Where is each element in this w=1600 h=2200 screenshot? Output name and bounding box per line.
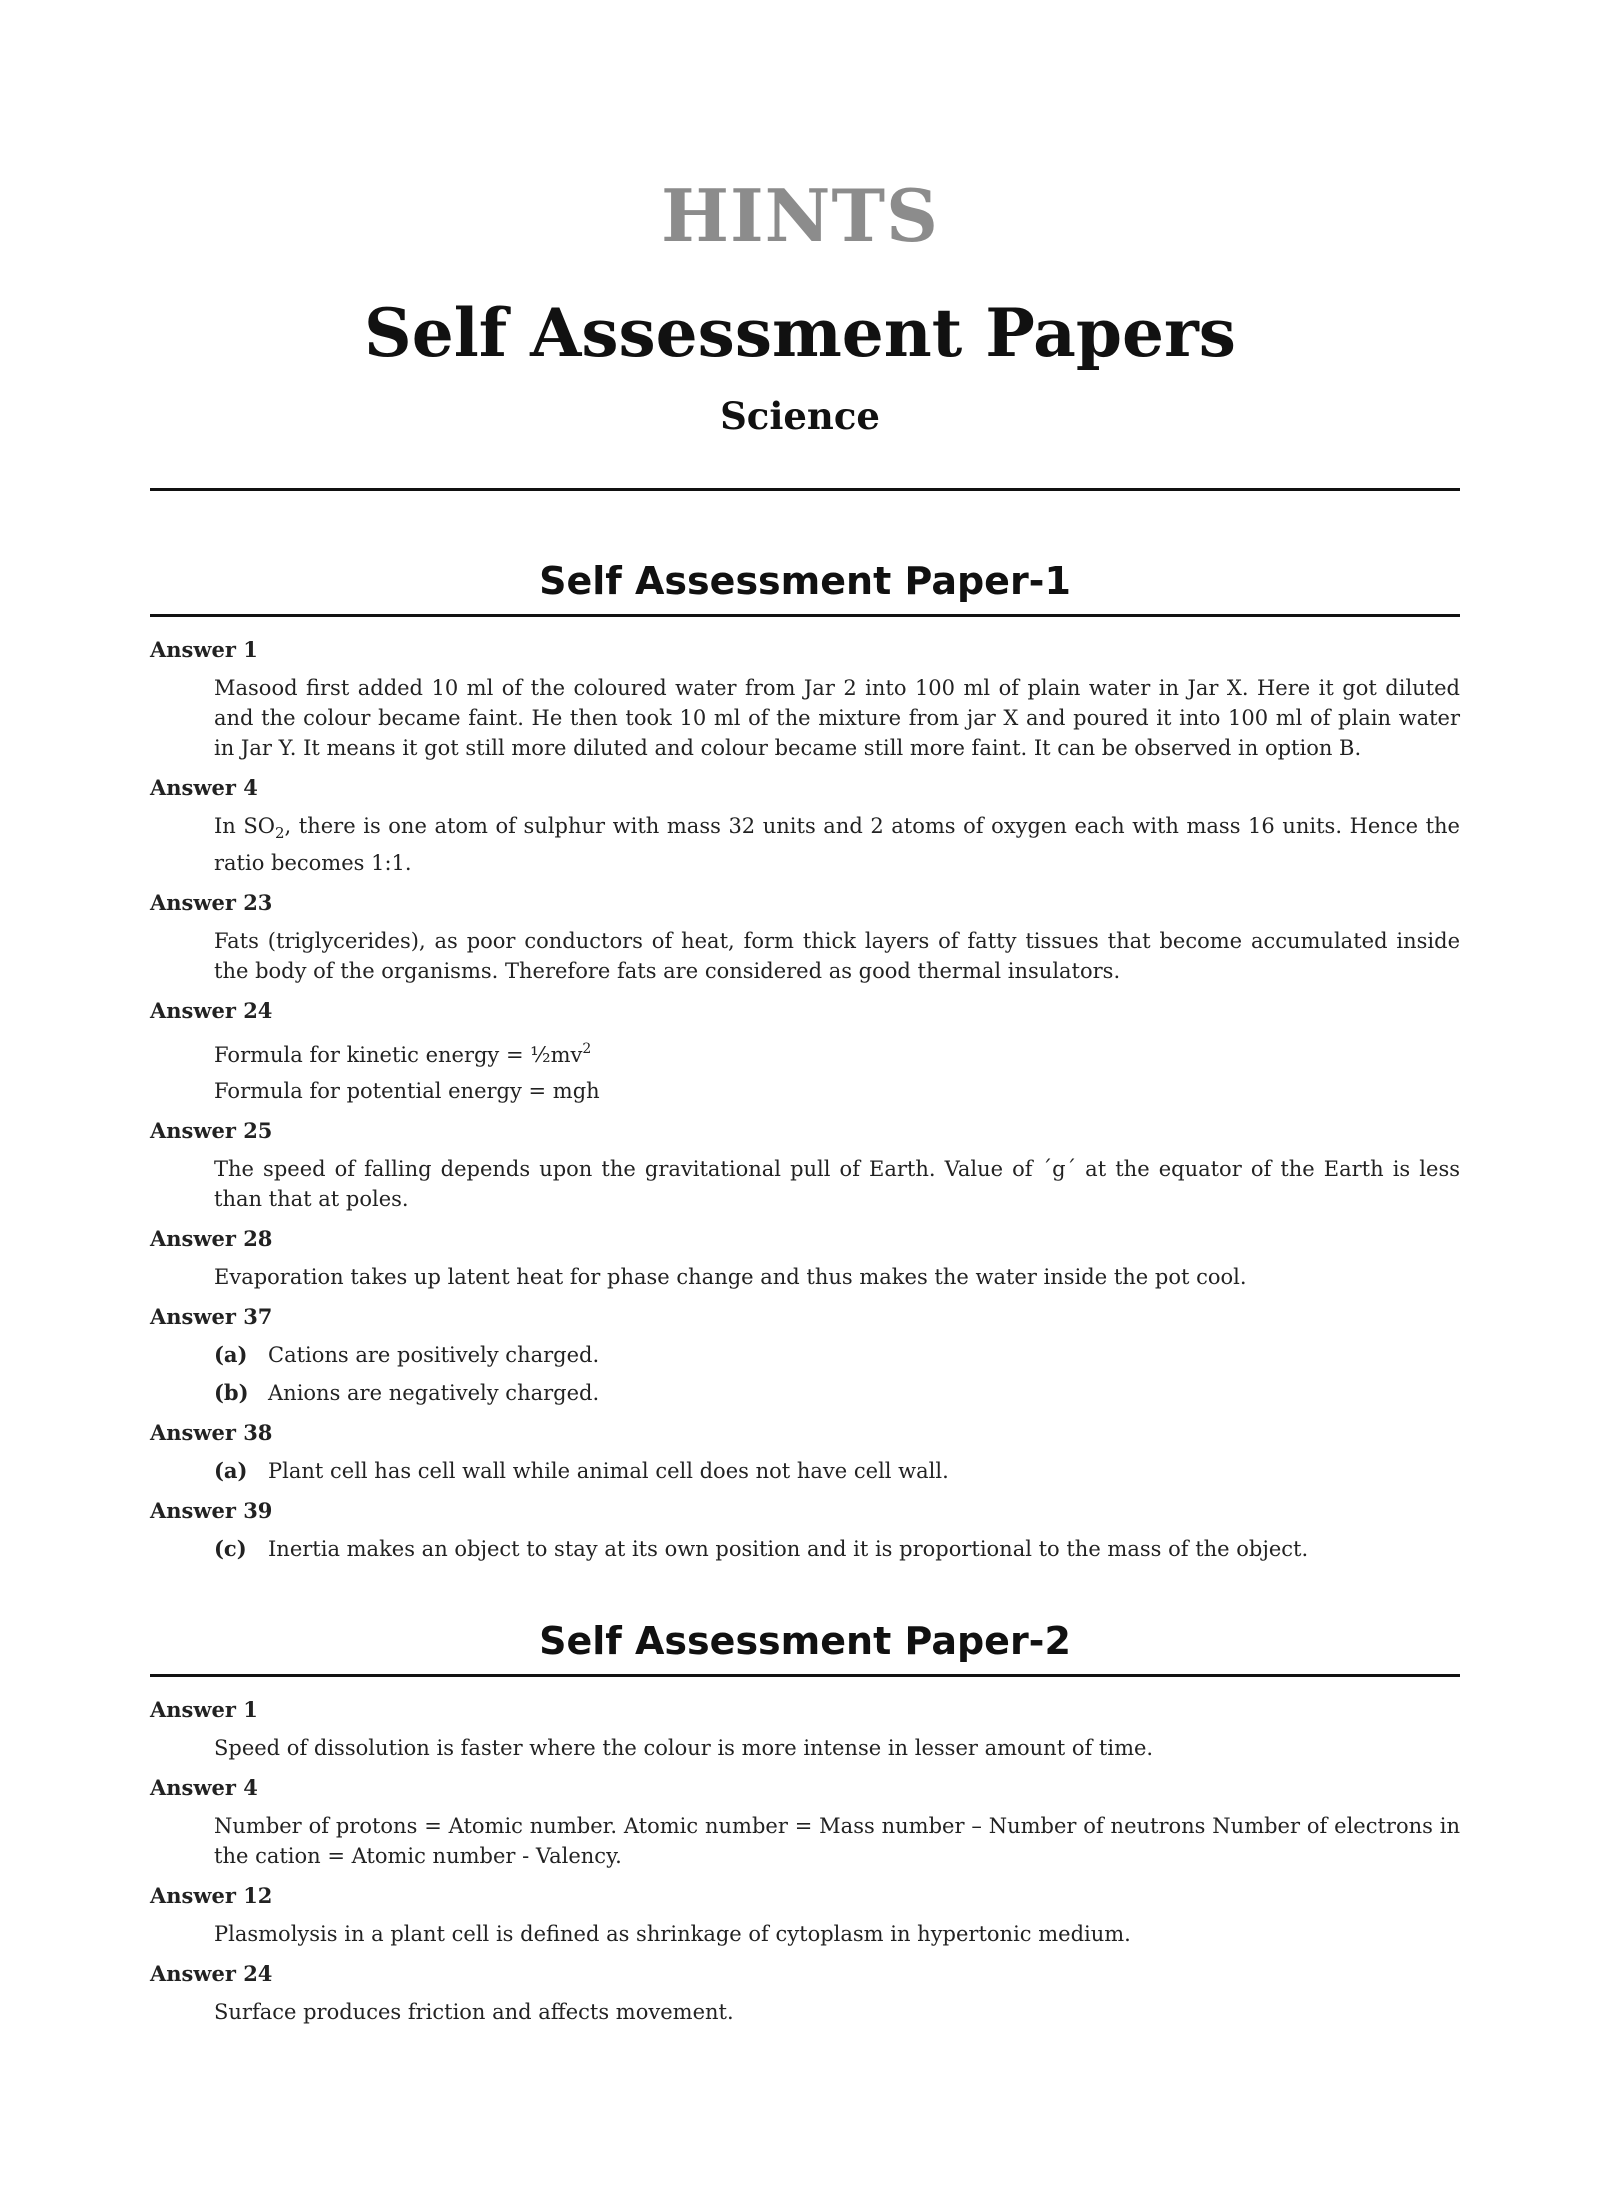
paper-1-answers [150, 637, 1460, 1564]
answer-label: Answer 1 [150, 637, 258, 662]
answer-text: Fats (triglycerides), as poor conductors of heat, form thick layers of fatty tissues that become accumulated inside the body of the organisms. Therefore fats are considered as good thermal insulators. [214, 929, 1460, 983]
answer-text-part: In SO [214, 814, 275, 838]
answer-text: Surface produces friction and affects movement. [214, 2000, 734, 2024]
answer-text: Evaporation takes up latent heat for phase change and thus makes the water inside the pot cool. [214, 1265, 1247, 1289]
answer-option [214, 1456, 1460, 1486]
answer-label: Answer 24 [150, 1961, 273, 1986]
option-text: Anions are negatively charged. [268, 1381, 600, 1405]
option-tag: (a) [214, 1342, 248, 1367]
answer-label: Answer 25 [150, 1118, 273, 1143]
answer-text: Number of protons = Atomic number. Atomic number = Mass number – Number of neutrons Number of electrons in the cation = Atomic number - Valency. [214, 1814, 1460, 1868]
option-tag: (a) [214, 1458, 248, 1483]
answer-label: Answer 28 [150, 1226, 273, 1251]
option-text: Cations are positively charged. [268, 1343, 600, 1367]
subscript: 2 [275, 824, 285, 842]
paper-2-title: Self Assessment Paper-2 [150, 1622, 1460, 1677]
formula-text: Formula for kinetic energy = ½mv [214, 1043, 583, 1067]
answer-label: Answer 39 [150, 1498, 273, 1523]
answer-label: Answer 38 [150, 1420, 273, 1445]
answer-text: Masood first added 10 ml of the coloured water from Jar 2 into 100 ml of plain water in Jar X. Here it got diluted and the colour became faint. He then took 10 ml of the mixture from jar X and poured it into 100 ml of plain water in Jar Y. It means it got still more diluted and colour became still more faint. It can be observed in option B. [214, 676, 1460, 760]
paper-2-answers [150, 1697, 1460, 2027]
superscript: 2 [582, 1041, 592, 1057]
answer-text: Plasmolysis in a plant cell is defined as shrinkage of cytoplasm in hypertonic medium. [214, 1922, 1131, 1946]
hints-heading: HINTS [660, 173, 940, 258]
answer-label: Answer 23 [150, 890, 273, 915]
subject-subtitle: Science [720, 394, 880, 438]
answer-label: Answer 12 [150, 1883, 273, 1908]
paper-1-title: Self Assessment Paper-1 [150, 562, 1460, 617]
answer-text: Speed of dissolution is faster where the colour is more intense in lesser amount of time. [214, 1736, 1154, 1760]
paper-1-section [150, 559, 1460, 1572]
answer-label: Answer 4 [150, 775, 258, 800]
header-divider [150, 488, 1460, 491]
option-tag: (b) [214, 1380, 249, 1405]
formula-line: Formula for potential energy = mgh [214, 1079, 600, 1103]
answer-label: Answer 4 [150, 1775, 258, 1800]
answer-text: The speed of falling depends upon the gravitational pull of Earth. Value of ´g´ at the equator of the Earth is less than that at poles. [214, 1157, 1460, 1211]
answer-text [214, 1034, 1460, 1106]
answer-text-part: , there is one atom of sulphur with mass 32 units and 2 atoms of oxygen each with mass 16 units. Hence the ratio becomes 1:1. [214, 814, 1460, 875]
answer-label: Answer 1 [150, 1697, 258, 1722]
answer-option [214, 1340, 1460, 1370]
option-text: Plant cell has cell wall while animal cell does not have cell wall. [268, 1459, 949, 1483]
paper-2-section [150, 1619, 1460, 2039]
page-title: Self Assessment Papers [364, 294, 1236, 372]
answer-label: Answer 24 [150, 998, 273, 1023]
option-tag: (c) [214, 1536, 247, 1561]
option-text: Inertia makes an object to stay at its own position and it is proportional to the mass of the object. [268, 1537, 1309, 1561]
answer-label: Answer 37 [150, 1304, 273, 1329]
formula-line [214, 1034, 1460, 1070]
answer-option [214, 1378, 1460, 1408]
answer-text [214, 811, 1460, 878]
answer-option [214, 1534, 1460, 1564]
